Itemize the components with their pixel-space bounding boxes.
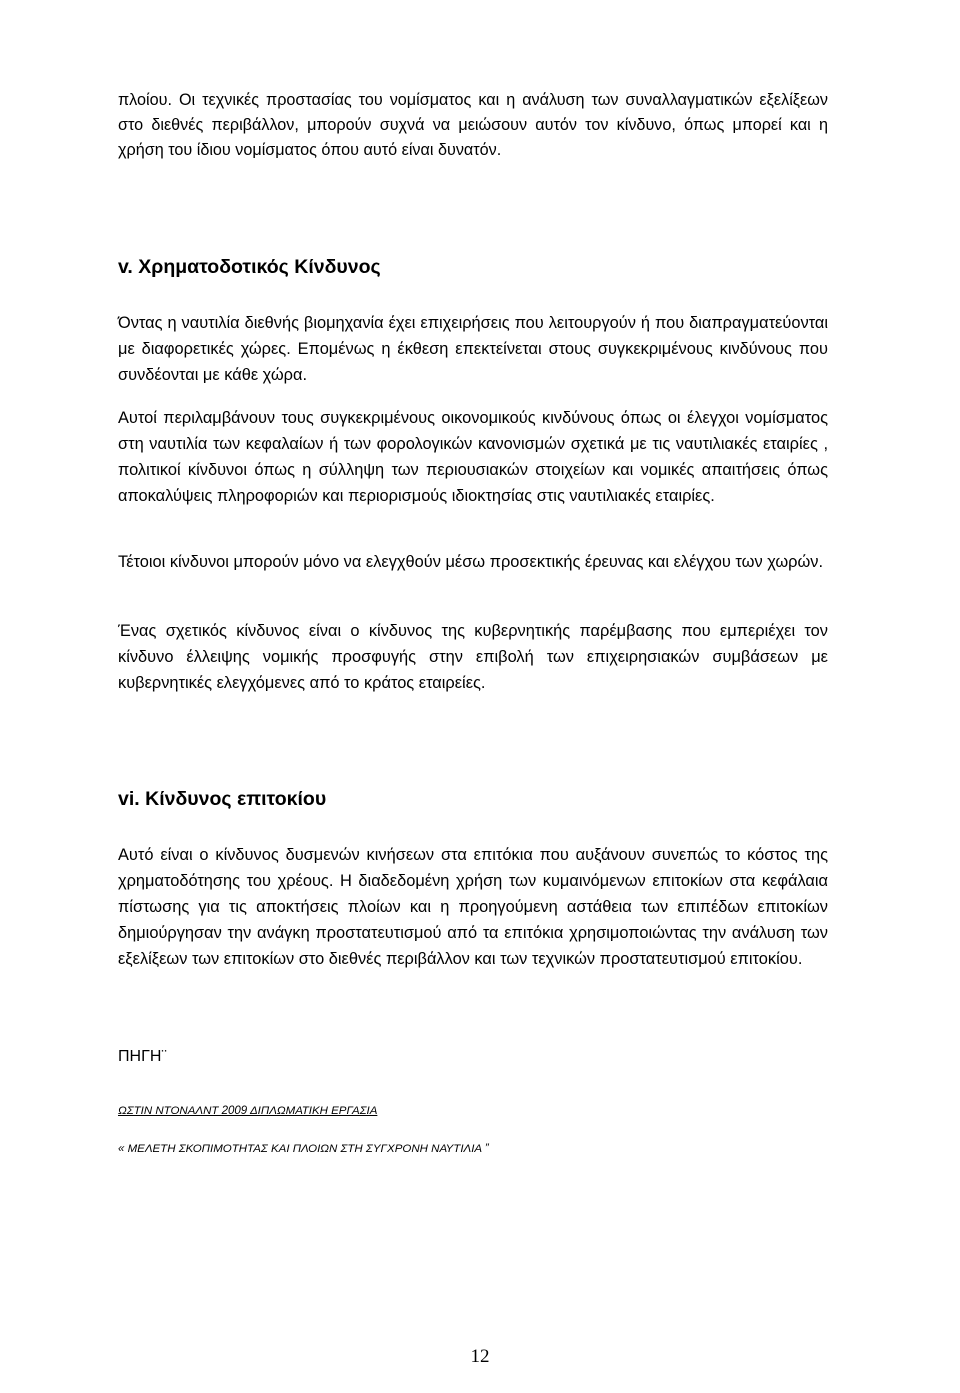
source-label: ΠΗΓΗ¨ — [118, 1048, 167, 1065]
section-vi-heading — [118, 786, 326, 812]
intro-paragraph: πλοίου. Οι τεχνικές προστασίας του νομίσματος και η ανάλυση των συναλλαγματικών εξελίξεων στο διεθνές περιβάλλον, μπορούν συχνά να μειώσουν αυτόν τον κίνδυνο, όπως μπορεί και η χρήση του ίδιου νομίσματος όπου αυτό είναι δυνατόν. — [118, 91, 828, 159]
section-vi-paragraph-1: Αυτό είναι ο κίνδυνος δυσμενών κινήσεων στα επιτόκια που αυξάνουν συνεπώς το κόστος της χρηματοδότησης του χρέους. Η διαδεδομένη χρήση των κυμαινόμενων επιτοκίων στα κεφάλαια πίστωσης για τις αποκτήσεις πλοίων και η προηγούμενη αστάθεια των επιπέδων επιτοκίων δημιούργησαν την ανάγκη προστατευτισμού από τα επιτόκια χρησιμοποιώντας την ανάλυση των εξελίξεων των επιτοκίων στο διεθνές περιβάλλον και των τεχνικών προστατευτισμού επιτοκίου. — [118, 846, 828, 968]
section-v-title: Χρηματοδοτικός Κίνδυνος — [138, 256, 381, 278]
section-v-paragraph-1: Όντας η ναυτιλία διεθνής βιομηχανία έχει επιχειρήσεις που λειτουργούν ή που διαπραγματεύονται με διαφορετικές χώρες. Επομένως η έκθεση επεκτείνεται στους συγκεκριμένους κινδύνους που συνδέονται με κάθε χώρα. — [118, 314, 828, 384]
section-v-paragraph-2: Αυτοί περιλαμβάνουν τους συγκεκριμένους οικονομικούς κινδύνους όπως οι έλεγχοι νομίσματος στη ναυτιλία των κεφαλαίων ή των φορολογικών κανονισμών σχετικά με τις ναυτιλιακές εταιρίες , πολιτικοί κίνδυνοι όπως η σύλληψη των περιουσιακών στοιχείων και νομικές απαιτήσεις όπως αποκαλύψεις πληροφοριών και περιορισμούς ιδιοκτησίας στις ναυτιλιακές εταιρίες. — [118, 409, 828, 505]
source-reference-2: « ΜΕΛΕΤΗ ΣΚΟΠΙΜΟΤΗΤΑΣ ΚΑΙ ΠΛΟΙΩΝ ΣΤΗ ΣΥΓΧΡΟΝΗ ΝΑΥΤΙΛΙΑ ” — [118, 1143, 489, 1155]
page-number: 12 — [470, 1346, 490, 1367]
section-vi-title: Κίνδυνος επιτοκίου — [145, 788, 327, 810]
section-v-heading — [118, 254, 381, 280]
section-vi-number: vi. — [118, 788, 140, 810]
section-v-paragraph-3: Τέτοιοι κίνδυνοι μπορούν μόνο να ελεγχθούν μέσω προσεκτικής έρευνας και ελέγχου των χωρών. — [118, 553, 824, 571]
section-v-number: v. — [118, 256, 133, 278]
source-reference-1: ΩΣΤΙΝ ΝΤΟΝΑΛΝΤ 2009 ΔΙΠΛΩΜΑΤΙΚΗ ΕΡΓΑΣΙΑ — [118, 1105, 378, 1117]
section-v-paragraph-4: Ένας σχετικός κίνδυνος είναι ο κίνδυνος της κυβερνητικής παρέμβασης που εμπεριέχει τον κίνδυνο έλλειψης νομικής προσφυγής στην επιβολή των επιχειρησιακών συμβάσεων με κυβερνητικές ελεγχόμενες από το κράτος εταιρείες. — [118, 622, 828, 692]
